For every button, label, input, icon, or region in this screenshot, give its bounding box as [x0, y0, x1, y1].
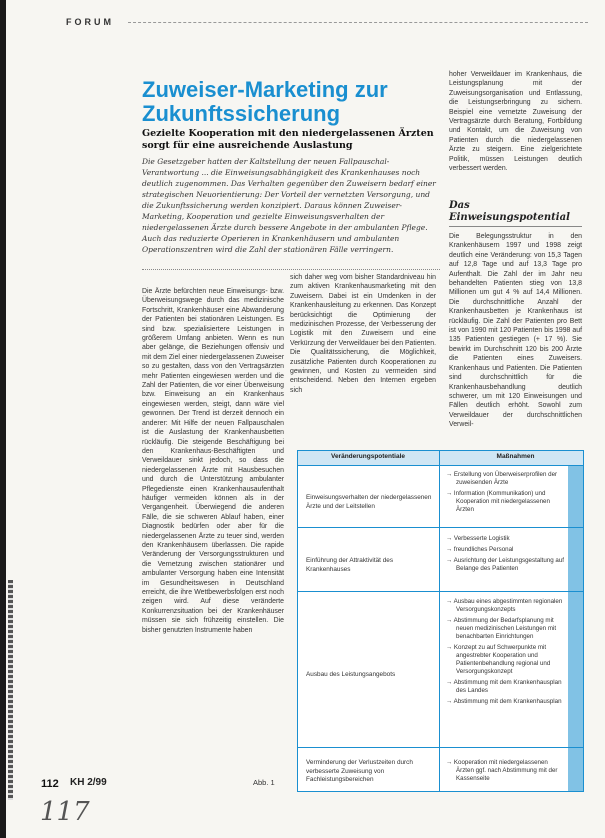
measure-item: → Erstellung von Überweiserprofilen der zuweisenden Ärzte: [446, 471, 558, 486]
table-header-potential: Veränderungspotentiale: [330, 453, 406, 460]
page-number: 112: [41, 778, 59, 790]
body-column-3: hoher Verweildauer im Krankenhaus, die Leistungsplanung mit der Zuweisungsorganisation und Entlassung, die Leistungserbringung zu sichern. Beispiel eine vernetzte Zuweisung der Vertragsärzte durch Beratung, Fortbildung und Kontakt, um die Zuweisung von Patienten durch die niedergelassenen Ärzte zu steigern. Eine zielgerichtete Politik, müssen Leistungen deutlich verbessert werden.: [449, 71, 582, 173]
section-label: FORUM: [66, 17, 114, 27]
section-heading: Das Einweisungspotential: [449, 200, 570, 223]
measure-item: → Kooperation mit niedergelassenen Ärzten ggf. nach Abstimmung mit der Kassenseite: [446, 759, 558, 782]
page-edge: [0, 0, 6, 838]
measure-item: → Abstimmung mit dem Krankenhausplan des Landes: [446, 679, 562, 694]
table-row-measures: [446, 471, 564, 517]
measure-item: → Abstimmung der Bedarfsplanung mit neuen medizinischen Leistungen mit benachbarten Einrichtungen: [446, 617, 557, 640]
measure-item: → Verbesserte Logistik: [446, 535, 510, 542]
table-row-potential: Einführung der Attraktivität des Krankenhauses: [306, 557, 394, 573]
table-header: [298, 451, 583, 466]
table-header-measures: Maßnahmen: [496, 453, 535, 460]
page-edge-strip: [8, 580, 13, 800]
magazine-issue: KH 2/99: [70, 777, 107, 788]
body-column-3b: Die Belegungsstruktur in den Krankenhäusern 1997 und 1998 zeigt deutlich eine Veränderung: von 15,3 Tagen auf 12,8 Tage und auf 13,3 Tage pro Aufenthalt. Die Zahl der im Jahr neu behandelten Patienten stieg von 13,8 Millionen um gut 4 % auf 14,4 Millionen. Die durchschnittliche Anzahl der Krankenhausbetten je Krankenhaus ist rückläufig. Die Zahl der Patienten pro Bett ist von 1990 mit 120 Patienten bis 1998 auf 135 Patienten gestiegen (+ 17 %). Sie bewirkt im Durchschnitt 120 bis 200 Ärzte die Patienten eines Zuweisers. Krankenhaus und Patienten. Die Patienten sind durchschnittlich für die Krankenhausbehandlung deutlich schwerer, um mit 120 Einweisungen und Fällen deutlich erhöht. Sowohl zum Verweildauer der durchschnittlichen Verweil-: [449, 233, 582, 429]
measure-item: → Abstimmung mit dem Krankenhausplan: [446, 698, 562, 705]
measure-item: → freundliches Personal: [446, 546, 514, 553]
measure-item: → Information (Kommunikation) und Kooperation mit niedergelassenen Ärzten: [446, 490, 550, 513]
measures-table: [297, 450, 584, 792]
article-title: Zuweiser-Marketing zur Zukunftssicherung: [142, 77, 388, 126]
table-row-potential: Verminderung der Verlustzeiten durch verbesserte Zuweisung von Fachleistungsbereichen: [306, 759, 413, 783]
figure-label: Abb. 1: [253, 778, 275, 787]
header-rule: [128, 22, 588, 23]
article-lead: Die Gesetzgeber hatten der Kaltstellung der neuen Fallpauschal-Verantwortung ... die Einweisungsabhängigkeit des Krankenhauses noch deutlich zugenommen. Das Verhalten gegenüber den Zuweisern bedarf einer strategischen Neuorientierung: Der Vorteil der vernetzten Versorgung, und die Zukunftssicherung werden konzipiert. Daraus können Zuweiser-Marketing, Kooperation und gezielte Einweisungsverhalten der niedergelassenen Ärzte durch bessere Angebote in der ambulanten Pflege. Auch das reduzierte Operieren in Krankenhäusern und ambulanten Operationszentren wird die Zahl der stationären Fälle verringern.: [142, 157, 436, 254]
measure-item: → Konzept zu auf Schwerpunkte mit angestrebter Kooperation und Patientenbehandlung regional und Versorgungskonzept: [446, 644, 551, 675]
table-row-potential: Einweisungsverhalten der niedergelassenen Ärzte und der Leitstellen: [306, 494, 432, 510]
lead-divider: [142, 269, 440, 270]
table-row-potential: Ausbau des Leistungsangebots: [306, 671, 396, 678]
table-row-measures: [446, 598, 564, 709]
measure-item: → Ausrichtung der Leistungsgestaltung auf Belange des Patienten: [446, 557, 564, 572]
section-divider: [449, 226, 582, 227]
measure-item: → Ausbau eines abgestimmten regionalen Versorgungskonzepts: [446, 598, 563, 613]
table-row-measures: [446, 535, 564, 576]
table-row-measures: [446, 759, 564, 786]
body-column-2: sich daher weg vom bisher Standardniveau hin zum aktiven Krankenhausmarketing mit den Zuweisern. Dabei ist ein Umdenken in der Krankenhausleitung zu erkennen. Das Konzept berücksichtigt die Optimierung der medizinischen Prozesse, der Verbesserung der Logistik mit den Zuweisern und eine Verkürzung der Verweildauer bei den Patienten. Die Qualitätssicherung, die Möglichkeit, zusätzliche Patienten durch Kooperationen zu gewinnen, und Kosten zu vermeiden sind entscheidend. Neben den Internen ergeben sich: [290, 274, 436, 394]
article-subtitle: Gezielte Kooperation mit den niedergelassenen Ärzten sorgt für eine ausreichende Auslastung: [142, 128, 434, 151]
body-column-1: Die Ärzte befürchten neue Einweisungs- bzw. Überweisungswege durch das medizinische Fortschritt, Krankenhäuser eine Abwanderung der Patienten bei stationären Leistungen. Es sind bzw. spezialisiertere Leistungen in größerem Umfang anbieten. Wenn es nun aber gelänge, die Beziehungen offensiv und mit dem Ziel einer niedergelassenen Zuweiser so zu gestalten, dass von den Vertragsärzten mehr Patienten eingewiesen werden und die Zahl der Patienten, die vor einer Überweisung bzw. Einweisung an ein Krankenhaus eingewiesen werden, steigt, dann wäre viel gewonnen. Der Trend ist derzeit dennoch ein anderer: Mit Hilfe der neuen Fallpauschalen ist die Auslastung der Krankenhausbetten rückläufig. Die steigende Beschäftigung bei den Krankenhaus-Beschäftigten und Verweildauer sinkt jedoch, so dass die niedergelassenen Ärzte mit Hausbesuchen und durch die Unterstützung ambulanter Pflegedienste einen Krankenhausaufenthalt häufiger vermeiden können als in der Vergangenheit. Überwiegend die anderen Fälle, die sie schweren Ablauf haben, einer Diagnostik bedürfen oder aber für die niedergelassenen Ärzte zu teuer sind, werden den Krankenhäusern überlassen. Die rapide Veränderung der Versorgungsstrukturen und die Vernetzung zwischen stationärer und ambulanter Versorgung haben eine Intensität im Gesundheitswesen in Deutschland erreicht, die ihre Wettbewerbsfolgen erst noch zeigen wird. Auf diese veränderte Konkurrenzsituation bei der Krankenhäuser müssen sie sich frühzeitig einstellen. Die bisher genutzten Instrumente haben: [142, 288, 284, 634]
handwritten-number: 117: [40, 797, 90, 827]
